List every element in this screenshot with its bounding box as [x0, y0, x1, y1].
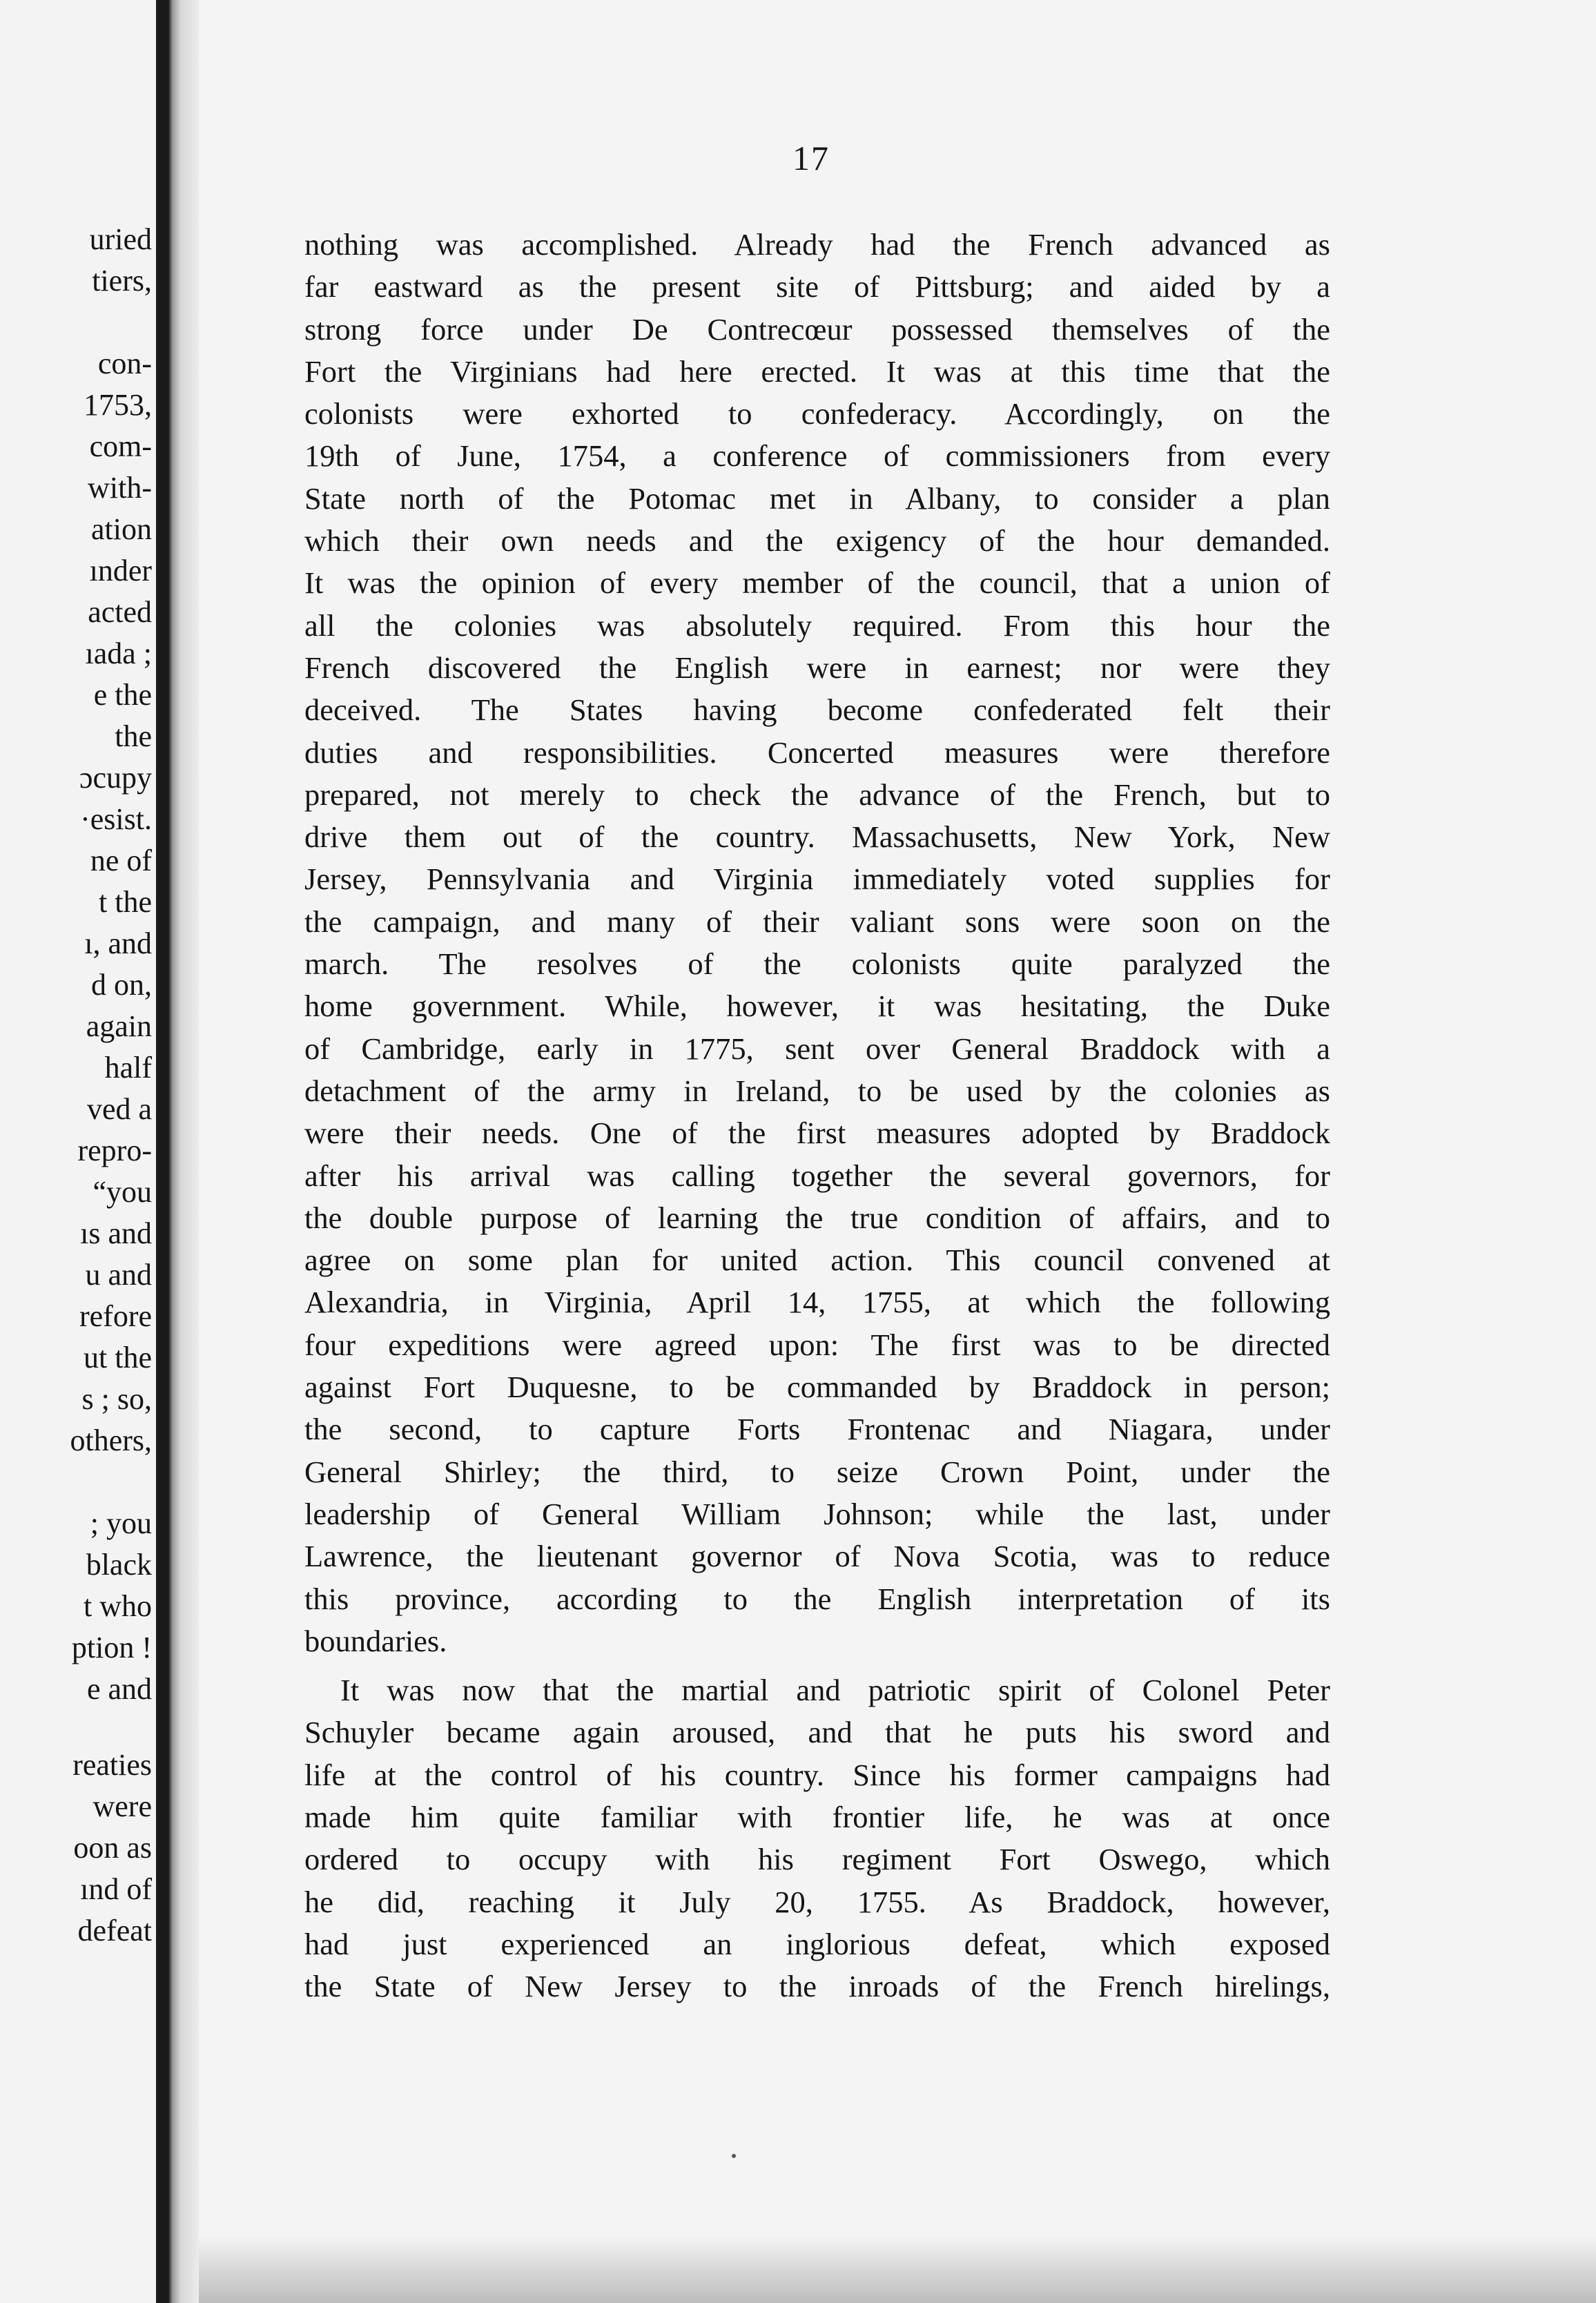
facing-page-line: oon as	[73, 1831, 152, 1865]
text-line: Alexandria, in Virginia, April 14, 1755, at which the following	[304, 1285, 1330, 1320]
facing-page-line: the	[115, 719, 152, 753]
text-line: of Cambridge, early in 1775, sent over General Braddock with a	[304, 1031, 1330, 1066]
facing-page-line: again	[86, 1009, 152, 1043]
facing-page-line: ı, and	[84, 926, 152, 960]
facing-page-line: ɔcupy	[79, 761, 152, 795]
facing-page-line: t the	[99, 885, 152, 919]
text-line: 19th of June, 1754, a conference of commissioners from every	[304, 438, 1330, 474]
text-line: French discovered the English were in earnest; nor were they	[304, 650, 1330, 685]
facing-page-line: repro-	[77, 1134, 152, 1167]
facing-page-line: ut the	[84, 1341, 152, 1374]
facing-page-line: with-	[88, 471, 152, 505]
text-line: were their needs. One of the first measures adopted by Braddock	[304, 1116, 1330, 1151]
text-line: Fort the Virginians had here erected. It was at this time that the	[304, 353, 1330, 389]
text-line: against Fort Duquesne, to be commanded by Braddock in person;	[304, 1370, 1330, 1405]
facing-page-line: ation	[91, 512, 152, 546]
text-line: Lawrence, the lieutenant governor of Nova Scotia, was to reduce	[304, 1539, 1330, 1574]
text-line: deceived. The States having become confederated felt their	[304, 692, 1330, 728]
facing-page-line: ne of	[90, 844, 152, 877]
text-line: agree on some plan for united action. This council convened at	[304, 1243, 1330, 1278]
paper-speck	[732, 2154, 736, 2158]
text-line: far eastward as the present site of Pittsburg; and aided by a	[304, 269, 1330, 304]
facing-page-line: e and	[86, 1672, 152, 1706]
text-line: State north of the Potomac met in Albany, to consider a plan	[304, 480, 1330, 516]
text-line: after his arrival was calling together the several governors, for	[304, 1158, 1330, 1193]
facing-page-line: uried	[89, 222, 152, 256]
text-line: duties and responsibilities. Concerted measures were therefore	[304, 735, 1330, 770]
text-line: four expeditions were agreed upon: The first was to be directed	[304, 1327, 1330, 1362]
text-line: home government. While, however, it was hesitating, the Duke	[304, 989, 1330, 1024]
text-line: life at the control of his country. Since his former campaigns had	[304, 1757, 1330, 1792]
text-line: the second, to capture Forts Frontenac and Niagara, under	[304, 1412, 1330, 1447]
facing-page-line: ; you	[90, 1506, 152, 1540]
facing-page-fragment	[0, 0, 156, 2303]
text-line: this province, according to the English interpretation of its	[304, 1581, 1330, 1616]
facing-page-line: con-	[97, 347, 152, 380]
text-line: detachment of the army in Ireland, to be used by the colonies as	[304, 1073, 1330, 1108]
text-line: which their own needs and the exigency of the hour demanded.	[304, 523, 1330, 558]
facing-page-line: ıs and	[80, 1216, 152, 1250]
text-line: he did, reaching it July 20, 1755. As Braddock, however,	[304, 1884, 1330, 1919]
text-line: boundaries.	[304, 1623, 447, 1658]
text-line: General Shirley; the third, to seize Crown Point, under the	[304, 1454, 1330, 1489]
text-line: nothing was accomplished. Already had the French advanced as	[304, 227, 1330, 262]
facing-page-line: u and	[85, 1258, 152, 1292]
facing-page-line: ·esist.	[80, 802, 152, 836]
facing-page-line: ıada ;	[85, 637, 152, 670]
facing-page-line: ınd of	[80, 1872, 152, 1906]
text-line: colonists were exhorted to confederacy. Accordingly, on the	[304, 396, 1330, 431]
book-gutter	[156, 0, 199, 2303]
facing-page-line: tiers,	[92, 264, 152, 298]
text-line: Schuyler became again aroused, and that he puts his sword and	[304, 1715, 1330, 1750]
text-line: Jersey, Pennsylvania and Virginia immediately voted supplies for	[304, 862, 1330, 897]
facing-page-line: e the	[93, 678, 152, 712]
text-line: the State of New Jersey to the inroads of the French hirelings,	[304, 1969, 1330, 2004]
facing-page-line: acted	[88, 595, 152, 629]
text-line: made him quite familiar with frontier life, he was at once	[304, 1799, 1330, 1834]
facing-page-line: t who	[84, 1589, 152, 1623]
facing-page-line: half	[104, 1051, 152, 1085]
facing-page-line: reaties	[72, 1748, 152, 1782]
facing-page-line: others,	[70, 1423, 152, 1457]
facing-page-line: black	[86, 1548, 152, 1582]
facing-page-line: d on,	[91, 968, 152, 1002]
text-line: march. The resolves of the colonists quite paralyzed the	[304, 946, 1330, 982]
page-number: 17	[792, 139, 830, 177]
facing-page-line: “you	[93, 1175, 152, 1209]
body-text	[304, 224, 1330, 2008]
facing-page-line: 1753,	[84, 388, 152, 422]
facing-page-line: ved a	[86, 1092, 152, 1126]
text-line: all the colonies was absolutely required. From this hour the	[304, 608, 1330, 643]
text-line: It was the opinion of every member of the council, that a union of	[304, 565, 1330, 601]
text-line: the campaign, and many of their valiant sons were soon on the	[304, 904, 1330, 939]
text-line: leadership of General William Johnson; while the last, under	[304, 1496, 1330, 1531]
facing-page-line: ınder	[89, 554, 152, 587]
facing-page-line: com-	[89, 429, 152, 463]
text-line: prepared, not merely to check the advance of the French, but to	[304, 777, 1330, 812]
facing-page-line: s ; so,	[81, 1382, 152, 1416]
text-line: the double purpose of learning the true condition of affairs, and to	[304, 1200, 1330, 1235]
page-bottom-edge	[199, 2237, 1596, 2303]
facing-page-line: ption !	[71, 1631, 152, 1664]
text-line: It was now that the martial and patriotic spirit of Colonel Peter	[340, 1673, 1330, 1708]
facing-page-line: were	[93, 1789, 152, 1823]
text-line: drive them out of the country. Massachusetts, New York, New	[304, 819, 1330, 855]
text-line: had just experienced an inglorious defeat, which exposed	[304, 1926, 1330, 1961]
facing-page-line: defeat	[77, 1914, 152, 1947]
text-line: strong force under De Contrecœur possessed themselves of the	[304, 311, 1330, 347]
facing-page-line: refore	[79, 1299, 152, 1333]
text-line: ordered to occupy with his regiment Fort Oswego, which	[304, 1842, 1330, 1877]
